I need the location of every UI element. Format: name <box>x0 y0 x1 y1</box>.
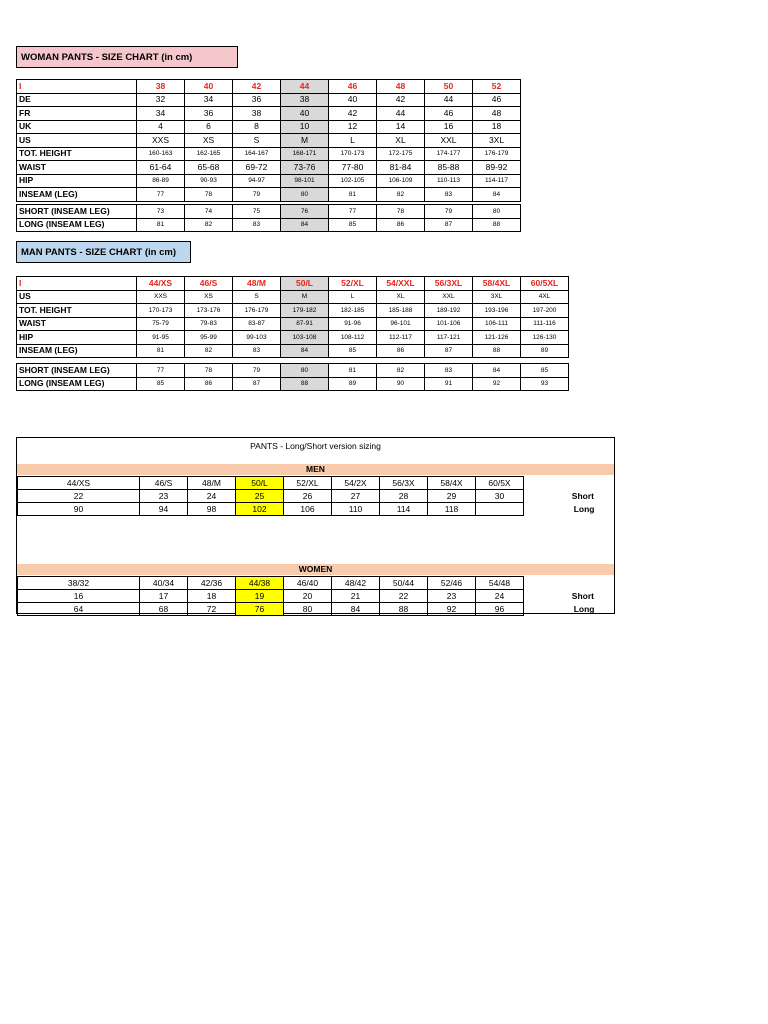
size-cell: 76 <box>281 205 329 219</box>
size-cell: 126-130 <box>521 331 569 345</box>
size-cell: 83 <box>425 188 473 202</box>
size-cell: 86 <box>185 377 233 391</box>
pants-cell: 24 <box>476 590 524 603</box>
pants-row <box>18 503 617 516</box>
size-cell: 89 <box>521 344 569 358</box>
size-cell: 83-87 <box>233 317 281 331</box>
size-cell: M <box>281 290 329 304</box>
row-label: I <box>17 80 137 94</box>
size-cell: 86 <box>377 218 425 232</box>
size-cell: 77-80 <box>329 161 377 175</box>
size-cell: 85 <box>329 344 377 358</box>
pants-cell: 114 <box>380 503 428 516</box>
row-label: WAIST <box>17 161 137 175</box>
long-label: Long <box>573 503 595 514</box>
size-cell: 52/XL <box>329 277 377 291</box>
size-cell: 162-165 <box>185 147 233 161</box>
size-cell: 46 <box>329 80 377 94</box>
size-row <box>17 218 521 232</box>
size-row <box>17 344 569 358</box>
pants-cell: 21 <box>332 590 380 603</box>
size-row <box>17 277 569 291</box>
size-row <box>17 80 521 94</box>
size-cell: XXL <box>425 290 473 304</box>
size-cell: 73 <box>137 205 185 219</box>
pants-row <box>18 577 617 590</box>
size-cell: 81 <box>137 344 185 358</box>
size-cell: 189-192 <box>425 304 473 318</box>
size-cell: XS <box>185 134 233 148</box>
size-cell: 75-79 <box>137 317 185 331</box>
pants-cell: 18 <box>188 590 236 603</box>
pants-cell: 46/S <box>140 477 188 490</box>
size-cell: 197-200 <box>521 304 569 318</box>
size-cell: XS <box>185 290 233 304</box>
size-cell: 38 <box>233 107 281 121</box>
size-cell: L <box>329 134 377 148</box>
size-cell: 34 <box>185 93 233 107</box>
size-cell: 48 <box>473 107 521 121</box>
size-row <box>17 304 569 318</box>
size-cell: 170-173 <box>329 147 377 161</box>
size-row <box>17 147 521 161</box>
size-cell: 8 <box>233 120 281 134</box>
size-cell: 89 <box>329 377 377 391</box>
size-cell: 164-167 <box>233 147 281 161</box>
size-cell: 82 <box>377 364 425 378</box>
size-cell: 46 <box>425 107 473 121</box>
size-cell: M <box>281 134 329 148</box>
size-row <box>17 377 569 391</box>
row-label: US <box>17 290 137 304</box>
size-cell: 78 <box>185 364 233 378</box>
pants-cell: 23 <box>428 590 476 603</box>
size-cell: 42 <box>329 107 377 121</box>
pants-cell: 46/40 <box>284 577 332 590</box>
size-cell: 36 <box>233 93 281 107</box>
size-cell: 81 <box>329 364 377 378</box>
woman-inseam-table <box>16 204 521 232</box>
pants-cell: 68 <box>140 603 188 616</box>
size-row <box>17 331 569 345</box>
pants-cell: 24 <box>188 490 236 503</box>
pants-cell: 56/3X <box>380 477 428 490</box>
size-cell: 46/S <box>185 277 233 291</box>
size-cell: 86-89 <box>137 174 185 188</box>
pants-cell: 40/34 <box>140 577 188 590</box>
size-cell: 88 <box>473 344 521 358</box>
size-cell: 44/XS <box>137 277 185 291</box>
size-cell: 176-179 <box>473 147 521 161</box>
row-label: TOT. HEIGHT <box>17 304 137 318</box>
size-row <box>17 161 521 175</box>
size-cell: 74 <box>185 205 233 219</box>
size-cell: 73-76 <box>281 161 329 175</box>
size-cell: 77 <box>137 364 185 378</box>
size-cell: 173-176 <box>185 304 233 318</box>
pants-cell: 54/48 <box>476 577 524 590</box>
size-cell: 88 <box>281 377 329 391</box>
size-cell: XXS <box>137 290 185 304</box>
row-label: WAIST <box>17 317 137 331</box>
size-cell: 44 <box>377 107 425 121</box>
pants-cell: 50/44 <box>380 577 428 590</box>
size-cell: 42 <box>233 80 281 94</box>
size-cell: 81 <box>137 218 185 232</box>
pants-cell: 22 <box>380 590 428 603</box>
row-label: US <box>17 134 137 148</box>
size-row <box>17 317 569 331</box>
pants-cell: 90 <box>18 503 140 516</box>
size-cell: 78 <box>377 205 425 219</box>
size-cell: 79 <box>425 205 473 219</box>
size-cell: 34 <box>137 107 185 121</box>
size-cell: 3XL <box>473 290 521 304</box>
size-cell: 61-64 <box>137 161 185 175</box>
size-cell: 110-113 <box>425 174 473 188</box>
pants-cell: 102 <box>236 503 284 516</box>
man-inseam-table <box>16 363 569 391</box>
size-cell: 48/M <box>233 277 281 291</box>
size-cell: 40 <box>185 80 233 94</box>
size-cell: 172-175 <box>377 147 425 161</box>
size-cell: XL <box>377 290 425 304</box>
size-cell: 99-103 <box>233 331 281 345</box>
size-cell: 38 <box>137 80 185 94</box>
pants-cell: 52/46 <box>428 577 476 590</box>
size-cell: 174-177 <box>425 147 473 161</box>
size-cell: XXL <box>425 134 473 148</box>
size-cell: 92 <box>473 377 521 391</box>
pants-cell: 50/L <box>236 477 284 490</box>
size-cell: 193-196 <box>473 304 521 318</box>
size-cell: 96-101 <box>377 317 425 331</box>
size-cell: 60/5XL <box>521 277 569 291</box>
size-cell: 160-163 <box>137 147 185 161</box>
size-cell: S <box>233 134 281 148</box>
size-cell: 89-92 <box>473 161 521 175</box>
pants-cell: 48/42 <box>332 577 380 590</box>
size-cell: 85 <box>137 377 185 391</box>
pants-cell: 42/36 <box>188 577 236 590</box>
size-cell: 84 <box>473 364 521 378</box>
pants-cell: 60/5X <box>476 477 524 490</box>
row-label: INSEAM (LEG) <box>17 344 137 358</box>
size-cell: 87 <box>233 377 281 391</box>
short-label: Short <box>571 590 594 601</box>
man-size-table <box>16 276 569 358</box>
size-row <box>17 93 521 107</box>
size-cell: 40 <box>329 93 377 107</box>
pants-cell: 110 <box>332 503 380 516</box>
size-cell: 85 <box>329 218 377 232</box>
size-row <box>17 205 521 219</box>
pants-cell: 84 <box>332 603 380 616</box>
size-cell: 117-121 <box>425 331 473 345</box>
size-cell: 4XL <box>521 290 569 304</box>
short-label: Short <box>571 490 594 501</box>
pants-cell: 38/32 <box>18 577 140 590</box>
size-cell: 106-111 <box>473 317 521 331</box>
pants-cell: 98 <box>188 503 236 516</box>
size-cell: 6 <box>185 120 233 134</box>
pants-cell: 22 <box>18 490 140 503</box>
row-label: I <box>17 277 137 291</box>
man-chart-title: MAN PANTS - SIZE CHART (in cm) <box>16 241 191 263</box>
pants-cell: 64 <box>18 603 140 616</box>
size-cell: 101-106 <box>425 317 473 331</box>
row-label: LONG (INSEAM LEG) <box>17 218 137 232</box>
pants-cell: 44/38 <box>236 577 284 590</box>
size-cell: 80 <box>281 364 329 378</box>
size-cell: 80 <box>281 188 329 202</box>
size-row <box>17 290 569 304</box>
pants-cell: 27 <box>332 490 380 503</box>
size-cell: 91-95 <box>137 331 185 345</box>
row-label: TOT. HEIGHT <box>17 147 137 161</box>
size-cell: 81 <box>329 188 377 202</box>
women-band: WOMEN <box>17 564 614 575</box>
pants-cell: 23 <box>140 490 188 503</box>
row-label: FR <box>17 107 137 121</box>
pants-panel-title: PANTS - Long/Short version sizing <box>250 441 381 451</box>
size-cell: 46 <box>473 93 521 107</box>
women-long-short-table <box>17 576 617 616</box>
size-cell: 91-96 <box>329 317 377 331</box>
size-cell: 65-68 <box>185 161 233 175</box>
size-row <box>17 364 569 378</box>
size-cell: 14 <box>377 120 425 134</box>
size-cell: 16 <box>425 120 473 134</box>
pants-cell: 29 <box>428 490 476 503</box>
size-cell: 108-112 <box>329 331 377 345</box>
size-cell: 121-126 <box>473 331 521 345</box>
size-row <box>17 188 521 202</box>
men-band: MEN <box>17 464 614 475</box>
size-cell: 79-83 <box>185 317 233 331</box>
row-label: LONG (INSEAM LEG) <box>17 377 137 391</box>
size-cell: 98-101 <box>281 174 329 188</box>
size-cell: 12 <box>329 120 377 134</box>
size-cell: 32 <box>137 93 185 107</box>
size-row <box>17 174 521 188</box>
pants-cell: 25 <box>236 490 284 503</box>
size-cell: 75 <box>233 205 281 219</box>
row-label: HIP <box>17 174 137 188</box>
pants-cell: 106 <box>284 503 332 516</box>
size-cell: 185-188 <box>377 304 425 318</box>
size-cell: 50/L <box>281 277 329 291</box>
size-cell: 44 <box>281 80 329 94</box>
size-cell: 87 <box>425 344 473 358</box>
pants-row <box>18 477 617 490</box>
size-cell: 85 <box>521 364 569 378</box>
size-cell: 114-117 <box>473 174 521 188</box>
size-cell: 87 <box>425 218 473 232</box>
pants-cell: 52/XL <box>284 477 332 490</box>
size-cell: 85-88 <box>425 161 473 175</box>
size-cell: 112-117 <box>377 331 425 345</box>
size-cell: 82 <box>377 188 425 202</box>
size-cell: 82 <box>185 344 233 358</box>
size-cell: 88 <box>473 218 521 232</box>
size-cell: S <box>233 290 281 304</box>
long-label: Long <box>573 603 595 614</box>
size-row <box>17 120 521 134</box>
size-cell: 79 <box>233 188 281 202</box>
size-cell: 38 <box>281 93 329 107</box>
size-row <box>17 134 521 148</box>
men-long-short-table <box>17 476 617 516</box>
pants-row <box>18 490 617 503</box>
size-cell: 182-185 <box>329 304 377 318</box>
size-cell: 83 <box>233 344 281 358</box>
size-cell: 111-116 <box>521 317 569 331</box>
pants-cell <box>476 503 524 516</box>
pants-cell: 44/XS <box>18 477 140 490</box>
pants-cell: 96 <box>476 603 524 616</box>
size-cell: 93 <box>521 377 569 391</box>
row-label: INSEAM (LEG) <box>17 188 137 202</box>
size-cell: 56/3XL <box>425 277 473 291</box>
size-cell: 103-108 <box>281 331 329 345</box>
size-cell: 94-97 <box>233 174 281 188</box>
size-cell: 86 <box>377 344 425 358</box>
pants-cell: 58/4X <box>428 477 476 490</box>
size-cell: 87-91 <box>281 317 329 331</box>
size-cell: 77 <box>329 205 377 219</box>
size-cell: 91 <box>425 377 473 391</box>
pants-cell: 76 <box>236 603 284 616</box>
size-cell: 179-182 <box>281 304 329 318</box>
size-cell: 18 <box>473 120 521 134</box>
size-cell: XL <box>377 134 425 148</box>
size-cell: 84 <box>281 344 329 358</box>
pants-cell: 16 <box>18 590 140 603</box>
pants-cell: 26 <box>284 490 332 503</box>
size-cell: 83 <box>233 218 281 232</box>
pants-row <box>18 590 617 603</box>
size-cell: 176-179 <box>233 304 281 318</box>
size-cell: 90-93 <box>185 174 233 188</box>
size-cell: 102-105 <box>329 174 377 188</box>
size-cell: 44 <box>425 93 473 107</box>
size-cell: 83 <box>425 364 473 378</box>
size-row <box>17 107 521 121</box>
size-cell: 168-171 <box>281 147 329 161</box>
size-cell: 3XL <box>473 134 521 148</box>
pants-cell: 28 <box>380 490 428 503</box>
pants-cell: 30 <box>476 490 524 503</box>
size-cell: 84 <box>473 188 521 202</box>
pants-cell: 48/M <box>188 477 236 490</box>
row-label: HIP <box>17 331 137 345</box>
woman-size-table <box>16 79 521 202</box>
size-cell: 10 <box>281 120 329 134</box>
size-cell: 58/4XL <box>473 277 521 291</box>
size-cell: 40 <box>281 107 329 121</box>
pants-cell: 72 <box>188 603 236 616</box>
row-label: UK <box>17 120 137 134</box>
size-cell: 90 <box>377 377 425 391</box>
size-cell: 95-99 <box>185 331 233 345</box>
pants-cell: 54/2X <box>332 477 380 490</box>
size-cell: 36 <box>185 107 233 121</box>
size-cell: 78 <box>185 188 233 202</box>
size-cell: 79 <box>233 364 281 378</box>
size-cell: 42 <box>377 93 425 107</box>
size-cell: 77 <box>137 188 185 202</box>
size-cell: 82 <box>185 218 233 232</box>
pants-long-short-panel <box>16 437 615 614</box>
pants-row <box>18 603 617 616</box>
row-label: SHORT (INSEAM LEG) <box>17 364 137 378</box>
size-cell: 50 <box>425 80 473 94</box>
size-cell: 81-84 <box>377 161 425 175</box>
size-cell: 69-72 <box>233 161 281 175</box>
pants-cell: 17 <box>140 590 188 603</box>
size-cell: 80 <box>473 205 521 219</box>
pants-cell: 20 <box>284 590 332 603</box>
woman-chart-title: WOMAN PANTS - SIZE CHART (in cm) <box>16 46 238 68</box>
pants-cell: 92 <box>428 603 476 616</box>
size-cell: 84 <box>281 218 329 232</box>
size-cell: 48 <box>377 80 425 94</box>
pants-cell: 88 <box>380 603 428 616</box>
row-label: DE <box>17 93 137 107</box>
size-cell: 52 <box>473 80 521 94</box>
row-label: SHORT (INSEAM LEG) <box>17 205 137 219</box>
size-cell: 106-109 <box>377 174 425 188</box>
size-cell: 4 <box>137 120 185 134</box>
size-cell: 170-173 <box>137 304 185 318</box>
size-cell: XXS <box>137 134 185 148</box>
size-cell: L <box>329 290 377 304</box>
pants-cell: 80 <box>284 603 332 616</box>
pants-cell: 118 <box>428 503 476 516</box>
size-cell: 54/XXL <box>377 277 425 291</box>
pants-cell: 19 <box>236 590 284 603</box>
pants-cell: 94 <box>140 503 188 516</box>
